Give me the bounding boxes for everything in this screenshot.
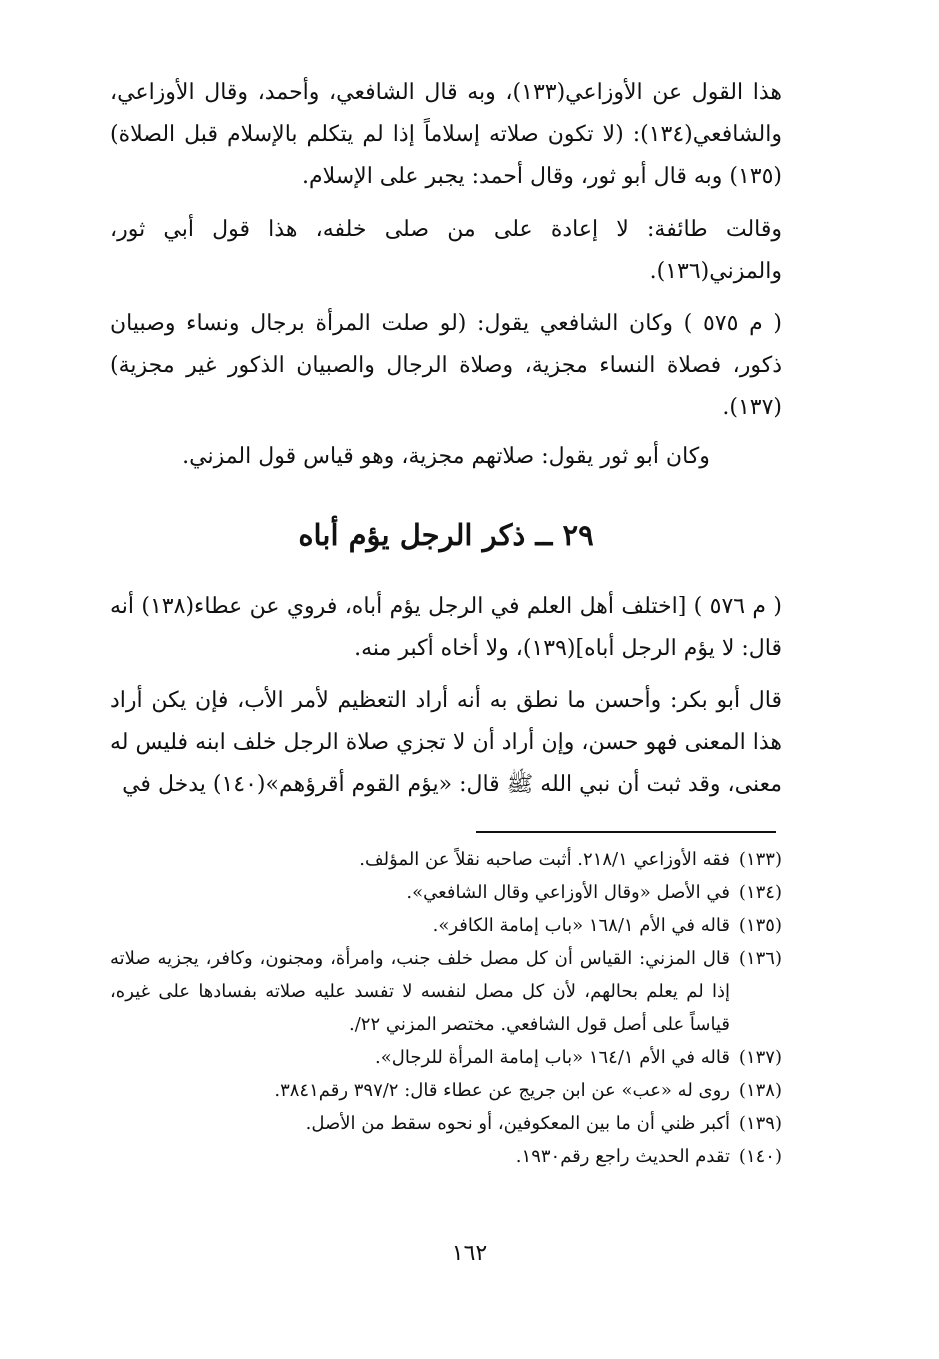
section-heading: ٢٩ ــ ذكر الرجل يؤم أباه [298,518,594,552]
footnote-item [110,843,782,876]
page-number: ١٦٢ [451,1241,488,1266]
footnote-item [110,876,782,909]
footnote-list [110,843,782,1173]
footnote-number: (١٣٤) [738,882,782,903]
footnote-divider [476,831,776,833]
footnote-item [110,1140,782,1173]
section-paragraph-2: قال أبو بكر: وأحسن ما نطق به أنه أراد التعظيم لأمر الأب، فإن يكن أراد هذا المعنى فهو حسن، وإن أراد أن لا تجزي صلاة الرجل خلف ابنه فليس له معنى، وقد ثبت أن نبي الله ﷺ قال: «يؤم القوم أقرؤهم»(١٤٠) يدخل في [110,688,782,797]
footnote-text: قال المزني: القياس أن كل مصل خلف جنب، وامرأة، ومجنون، وكافر، يجزيه صلاته إذا لم يعلم بحالهم، لأن كل مصل لنفسه لا تفسد عليه صلاته بفسادها على غيره، قياساً على أصل قول الشافعي. مختصر المزني ٢٢/. [110,948,730,1035]
footnote-item [110,909,782,942]
paragraph-1: هذا القول عن الأوزاعي(١٣٣)، وبه قال الشافعي، وأحمد، وقال الأوزاعي، والشافعي(١٣٤): (لا تكون صلاته إسلاماً إذا لم يتكلم بالإسلام قبل الصلاة)(١٣٥) وبه قال أبو ثور، وقال أحمد: يجبر على الإسلام. [110,80,783,189]
footnote-number: (١٣٨) [738,1080,782,1101]
paragraph-2: وقالت طائفة: لا إعادة على من صلى خلفه، هذا قول أبي ثور، والمزني(١٣٦). [110,217,782,284]
footnote-number: (١٣٣) [738,849,782,870]
footnote-item [110,1107,782,1140]
footnote-item [110,1041,782,1074]
footnote-text: أكبر ظني أن ما بين المعكوفين، أو نحوه سقط من الأصل. [305,1113,730,1134]
footnote-number: (١٣٩) [738,1113,782,1134]
footnote-text: قاله في الأم ١٦٤/١ «باب إمامة المرأة للرجال». [375,1047,730,1068]
footnote-number: (١٣٥) [738,915,782,936]
footnote-text: في الأصل «وقال الأوزاعي وقال الشافعي». [406,882,730,903]
section-paragraph-1: ( م ٥٧٦ ) [اختلف أهل العلم في الرجل يؤم أباه، فروي عن عطاء(١٣٨) أنه قال: لا يؤم الرجل أباه](١٣٩)، ولا أخاه أكبر منه. [110,594,783,661]
footnote-text: قاله في الأم ١٦٨/١ «باب إمامة الكافر». [432,915,730,936]
footnote-item [110,942,782,1041]
paragraph-4: وكان أبو ثور يقول: صلاتهم مجزية، وهو قياس قول المزني. [182,444,710,469]
paragraph-3: ( م ٥٧٥ ) وكان الشافعي يقول: (لو صلت المرأة برجال ونساء وصبيان ذكور، فصلاة النساء مجزية، وصلاة الرجال والصبيان الذكور غير مجزية)(١٣٧). [110,311,782,420]
footnote-text: فقه الأوزاعي ٢١٨/١. أثبت صاحبه نقلاً عن المؤلف. [359,849,730,870]
footnote-number: (١٣٦) [738,948,782,969]
footnote-number: (١٣٧) [738,1047,782,1068]
footnote-number: (١٤٠) [738,1146,782,1167]
footnote-item [110,1074,782,1107]
footnote-text: تقدم الحديث راجع رقم١٩٣٠. [515,1146,730,1167]
footnote-text: روى له «عب» عن ابن جريج عن عطاء قال: ٣٩٧/٢ رقم٣٨٤١. [274,1080,730,1101]
